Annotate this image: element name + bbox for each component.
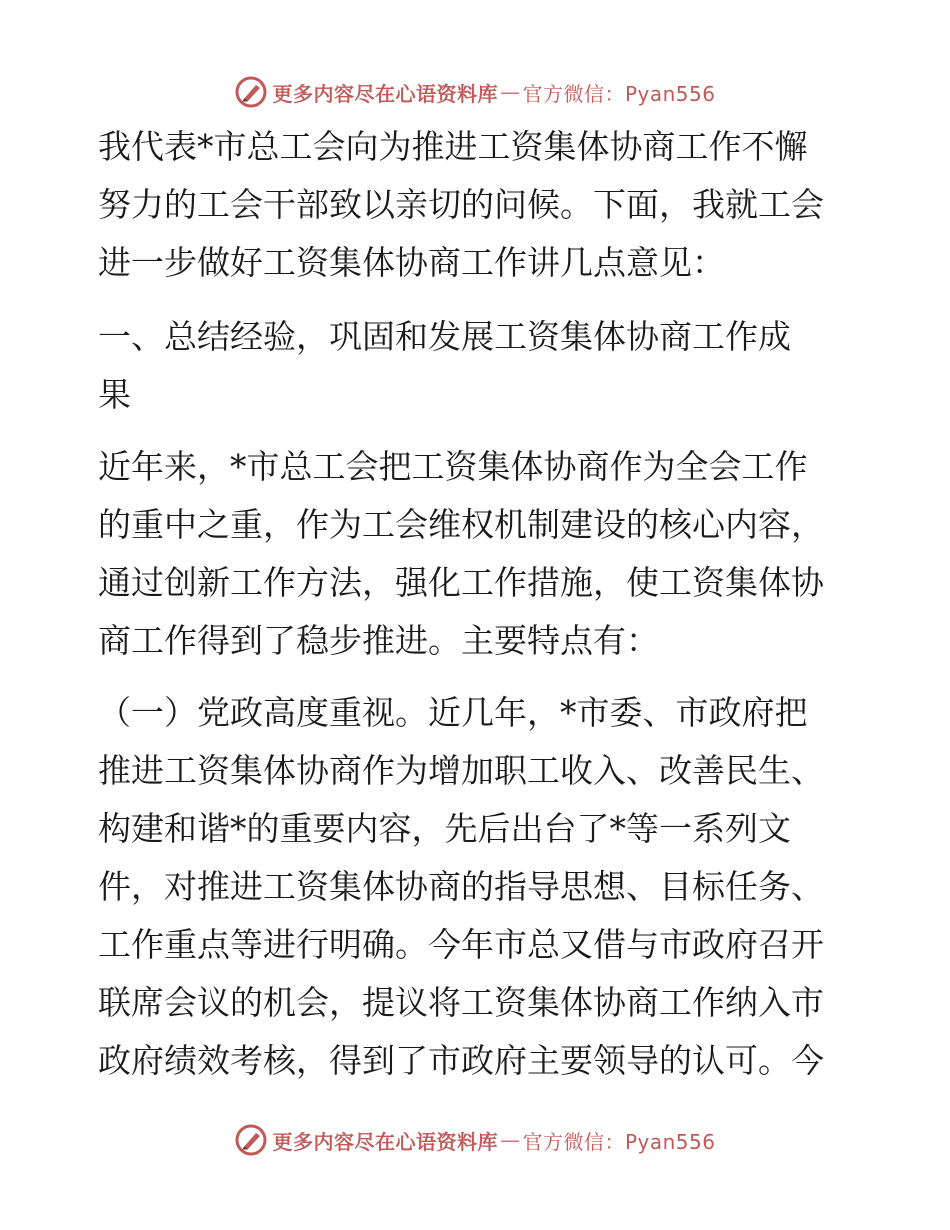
watermark-separator: — <box>499 1128 521 1152</box>
text-line: 努力的工会干部致以亲切的问候。下面，我就工会 <box>98 185 824 224</box>
text-line: 的重中之重，作为工会维权机制建设的核心内容， <box>98 505 824 544</box>
watermark-separator: — <box>499 80 521 104</box>
pen-seal-logo-icon <box>234 1123 268 1157</box>
paragraph-point-one <box>98 684 858 1090</box>
text-line: 联席会议的机会，提议将工资集体协商工作纳入市 <box>98 983 824 1022</box>
footer-watermark <box>0 1120 950 1160</box>
header-watermark <box>0 72 950 112</box>
text-line: 近年来，*市总工会把工资集体协商作为全会工作 <box>98 447 808 486</box>
text-line: 工作重点等进行明确。今年市总又借与市政府召开 <box>98 925 824 964</box>
text-line: 进一步做好工资集体协商工作讲几点意见： <box>98 243 725 282</box>
text-line: 一、总结经验，巩固和发展工资集体协商工作成 <box>98 317 791 356</box>
text-line: 我代表*市总工会向为推进工资集体协商工作不懈 <box>98 127 808 166</box>
text-line: 政府绩效考核，得到了市政府主要领导的认可。今 <box>98 1041 824 1080</box>
pen-seal-logo-icon <box>234 75 268 109</box>
text-line: 果 <box>98 375 131 414</box>
paragraph-overview <box>98 438 858 670</box>
document-body <box>98 118 858 1090</box>
text-line: 商工作得到了稳步推进。主要特点有： <box>98 621 659 660</box>
paragraph-intro <box>98 118 858 292</box>
text-line: 件，对推进工资集体协商的指导思想、目标任务、 <box>98 867 824 906</box>
text-line: 构建和谐*的重要内容，先后出台了*等一系列文 <box>98 809 791 848</box>
watermark-handle: 官方微信：Pyan556 <box>522 81 716 106</box>
text-line: （一）党政高度重视。近几年，*市委、市政府把 <box>98 693 808 732</box>
watermark-text: 更多内容尽在心语资料库 <box>272 1129 498 1154</box>
text-line: 通过创新工作方法，强化工作措施，使工资集体协 <box>98 563 824 602</box>
watermark-text: 更多内容尽在心语资料库 <box>272 81 498 106</box>
watermark-handle: 官方微信：Pyan556 <box>522 1129 716 1154</box>
text-line: 推进工资集体协商作为增加职工收入、改善民生、 <box>98 751 824 790</box>
section-heading <box>98 308 858 424</box>
